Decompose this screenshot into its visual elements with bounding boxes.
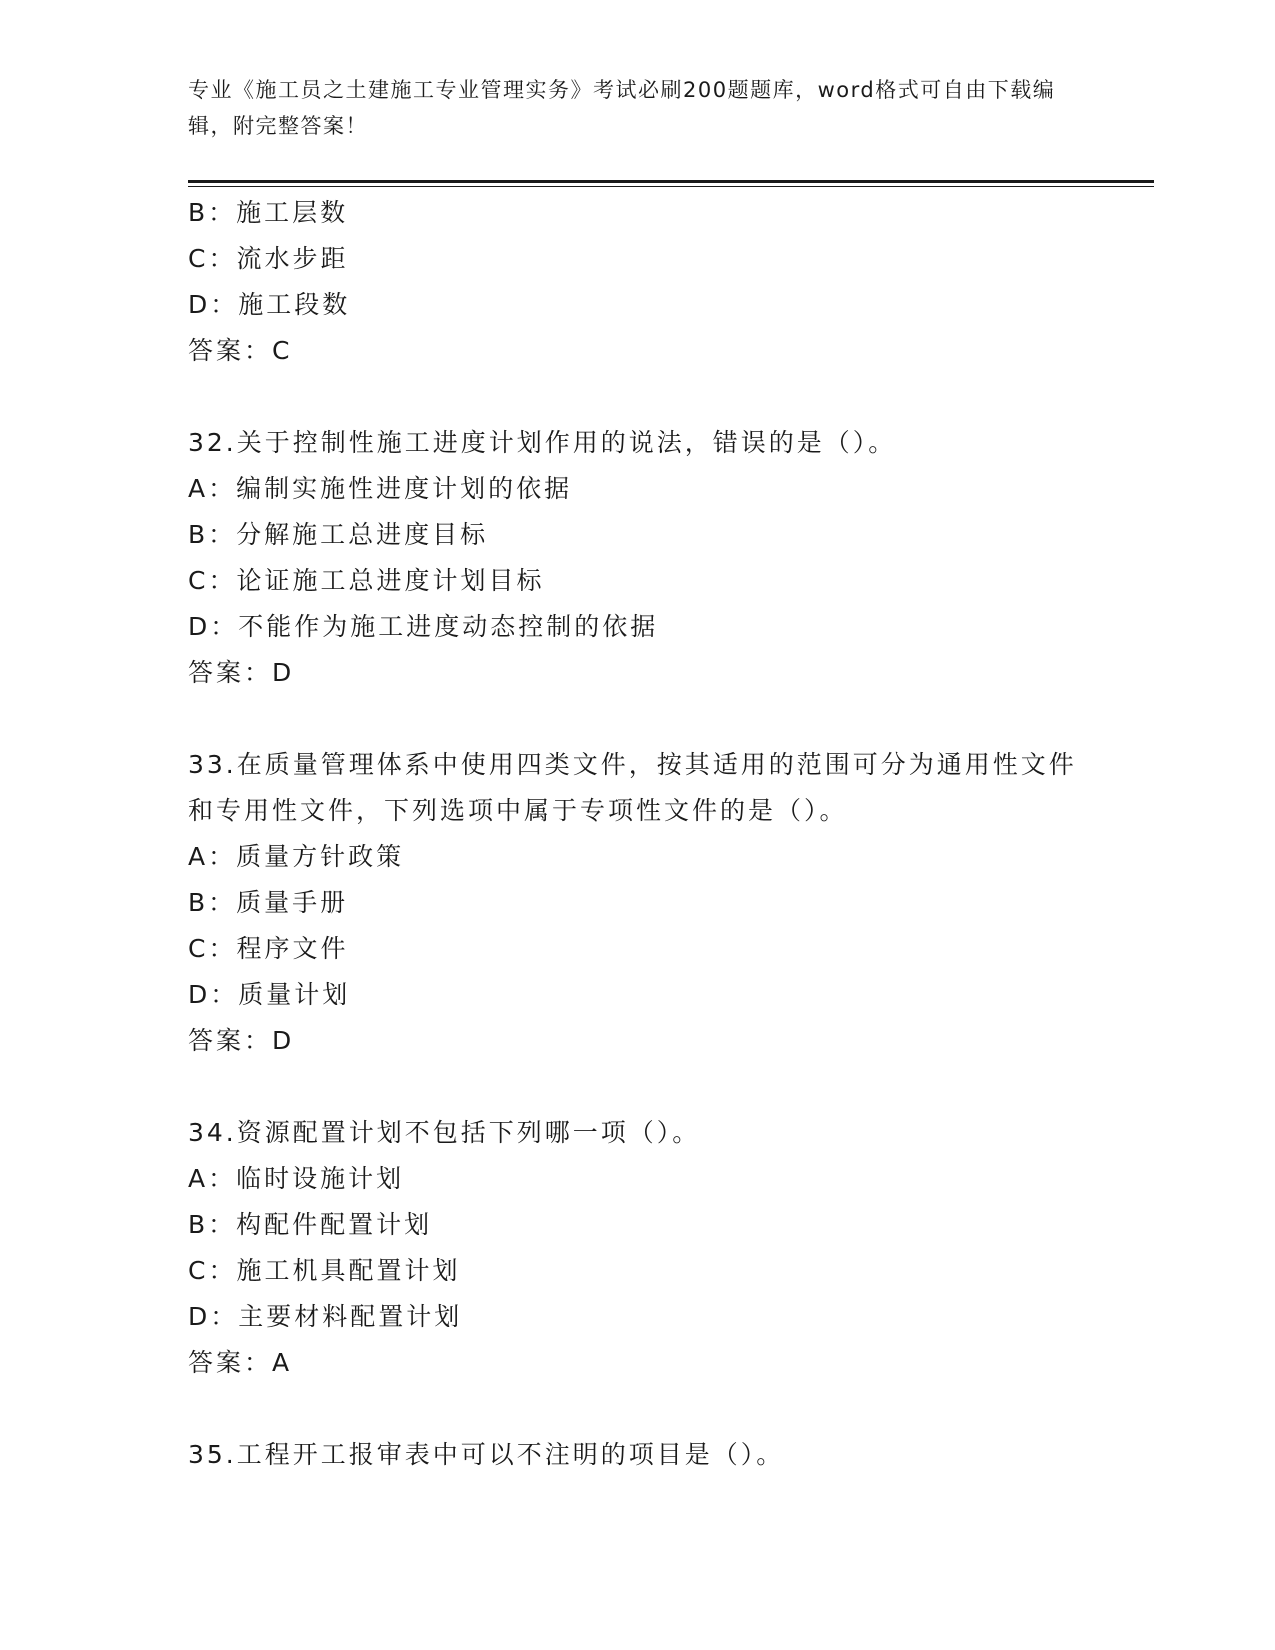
previous-question-tail: [188, 190, 1088, 374]
answer-line: 答案：D: [188, 1026, 295, 1055]
option-a: A：临时设施计划: [188, 1164, 405, 1193]
spacer: [188, 1386, 1088, 1432]
answer-line: 答案：A: [188, 1348, 293, 1377]
question-title: 32.关于控制性施工进度计划作用的说法，错误的是（）。: [188, 428, 897, 457]
option-b: B：分解施工总进度目标: [188, 520, 489, 549]
question-title: 34.资源配置计划不包括下列哪一项（）。: [188, 1118, 701, 1147]
option-b: B：构配件配置计划: [188, 1210, 433, 1239]
option-d: D：质量计划: [188, 980, 351, 1009]
question-32: [188, 420, 1088, 696]
option-b: B：质量手册: [188, 888, 349, 917]
option-d: D：施工段数: [188, 290, 351, 319]
header-rule-thick: [188, 180, 1154, 183]
question-35: [188, 1432, 1088, 1478]
answer-line: 答案：C: [188, 336, 293, 365]
spacer: [188, 696, 1088, 742]
option-a: A：质量方针政策: [188, 842, 405, 871]
answer-line: 答案：D: [188, 658, 295, 687]
header-rule-thin: [188, 186, 1154, 187]
option-b: B：施工层数: [188, 198, 349, 227]
option-c: C：施工机具配置计划: [188, 1256, 461, 1285]
option-d: D：不能作为施工进度动态控制的依据: [188, 612, 659, 641]
option-c: C：流水步距: [188, 244, 349, 273]
document-header: 专业《施工员之土建施工专业管理实务》考试必刷200题题库，word格式可自由下载编辑，附完整答案！: [188, 78, 1056, 138]
option-a: A：编制实施性进度计划的依据: [188, 474, 573, 503]
option-d: D：主要材料配置计划: [188, 1302, 463, 1331]
spacer: [188, 374, 1088, 420]
option-c: C：程序文件: [188, 934, 349, 963]
question-title: 33.在质量管理体系中使用四类文件，按其适用的范围可分为通用性文件和专用性文件，下列选项中属于专项性文件的是（）。: [188, 750, 1077, 825]
document-body: [188, 190, 1088, 1478]
option-c: C：论证施工总进度计划目标: [188, 566, 545, 595]
spacer: [188, 1064, 1088, 1110]
question-34: [188, 1110, 1088, 1386]
question-title: 35.工程开工报审表中可以不注明的项目是（）。: [188, 1440, 785, 1469]
question-33: [188, 742, 1088, 1064]
